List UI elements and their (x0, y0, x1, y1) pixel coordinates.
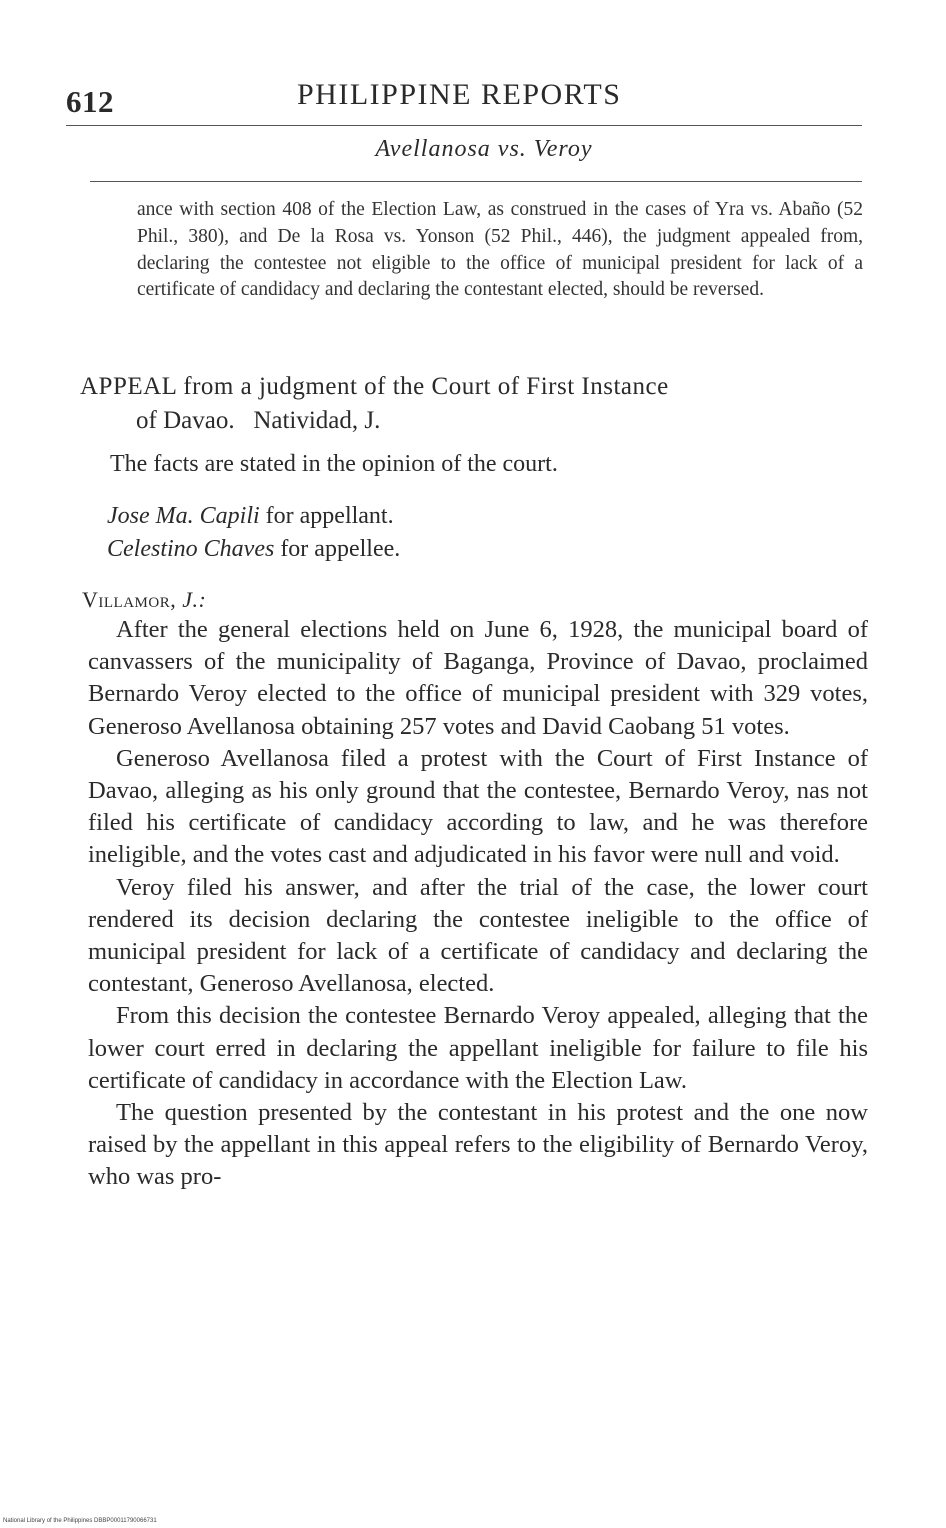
appeal-line-2: of Davao. Natividad, J. (136, 407, 381, 434)
counsel-appellee (107, 533, 400, 566)
justice-name: Villamor, (82, 587, 177, 612)
ponente (82, 587, 206, 613)
counsel-name: Jose Ma. Capili (107, 503, 260, 529)
justice-suffix: J.: (176, 587, 207, 612)
counsel-appellant (107, 500, 400, 533)
counsel-role: for appellee. (274, 536, 401, 562)
opinion-paragraph: Generoso Avellanosa filed a protest with the Court of First Instance of Davao, alleging as his only ground that the contestee, Bernardo Veroy, nas not filed his certificate of candidacy according to law, and he was therefore ineligible, and the votes cast and adjudicated in his favor were null and void. (88, 744, 868, 869)
opinion-paragraph: The question presented by the contestant in his protest and the one now raised by the appellant in this appeal refers to the eligibility of Bernardo Veroy, who was pro- (88, 1099, 868, 1191)
page-number: 612 (66, 84, 114, 119)
counsel-role: for appellant. (259, 503, 394, 529)
opinion-body (88, 614, 868, 1194)
appeal-statement (80, 370, 863, 438)
header-rule-bottom (90, 181, 862, 182)
opinion-paragraph: Veroy filed his answer, and after the trial of the case, the lower court rendered its decision declaring the contestee ineligible to the office of municipal president for lack of a certificate of candidacy and declaring the contestant, Generoso Avellanosa, elected. (88, 873, 868, 998)
facts-statement: The facts are stated in the opinion of the court. (110, 451, 558, 477)
counsel-name: Celestino Chaves (107, 536, 275, 562)
counsel-list (107, 500, 400, 566)
opinion-paragraph: After the general elections held on June 6, 1928, the municipal board of canvassers of the municipality of Baganga, Province of Davao, proclaimed Bernardo Veroy elected to the office of municipal president with 329 votes, Generoso Avellanosa obtaining 257 votes and David Caobang 51 votes. (88, 616, 868, 740)
header-rule-top (66, 125, 862, 126)
syllabus-paragraph: ance with section 408 of the Election Law, as construed in the cases of Yra vs. Abaño (52 Phil., 380), and De la Rosa vs. Yonson (52 Phil., 446), the judgment appealed from, declaring the contestee not eligible to the office of municipal president for lack of a certificate of candidacy and declaring the contestant elected, should be reversed. (137, 199, 863, 301)
opinion-paragraph: From this decision the contestee Bernardo Veroy appealed, alleging that the lower court erred in declaring the appellant ineligible for failure to file his certificate of candidacy in accordance with the Election Law. (88, 1002, 868, 1094)
appeal-line-1: APPEAL from a judgment of the Court of First Instance (80, 373, 669, 400)
running-head: PHILIPPINE REPORTS (297, 78, 622, 111)
case-title: Avellanosa vs. Veroy (375, 136, 593, 162)
scan-footer: National Library of the Philippines DBBP00011790066731 (3, 1518, 157, 1524)
